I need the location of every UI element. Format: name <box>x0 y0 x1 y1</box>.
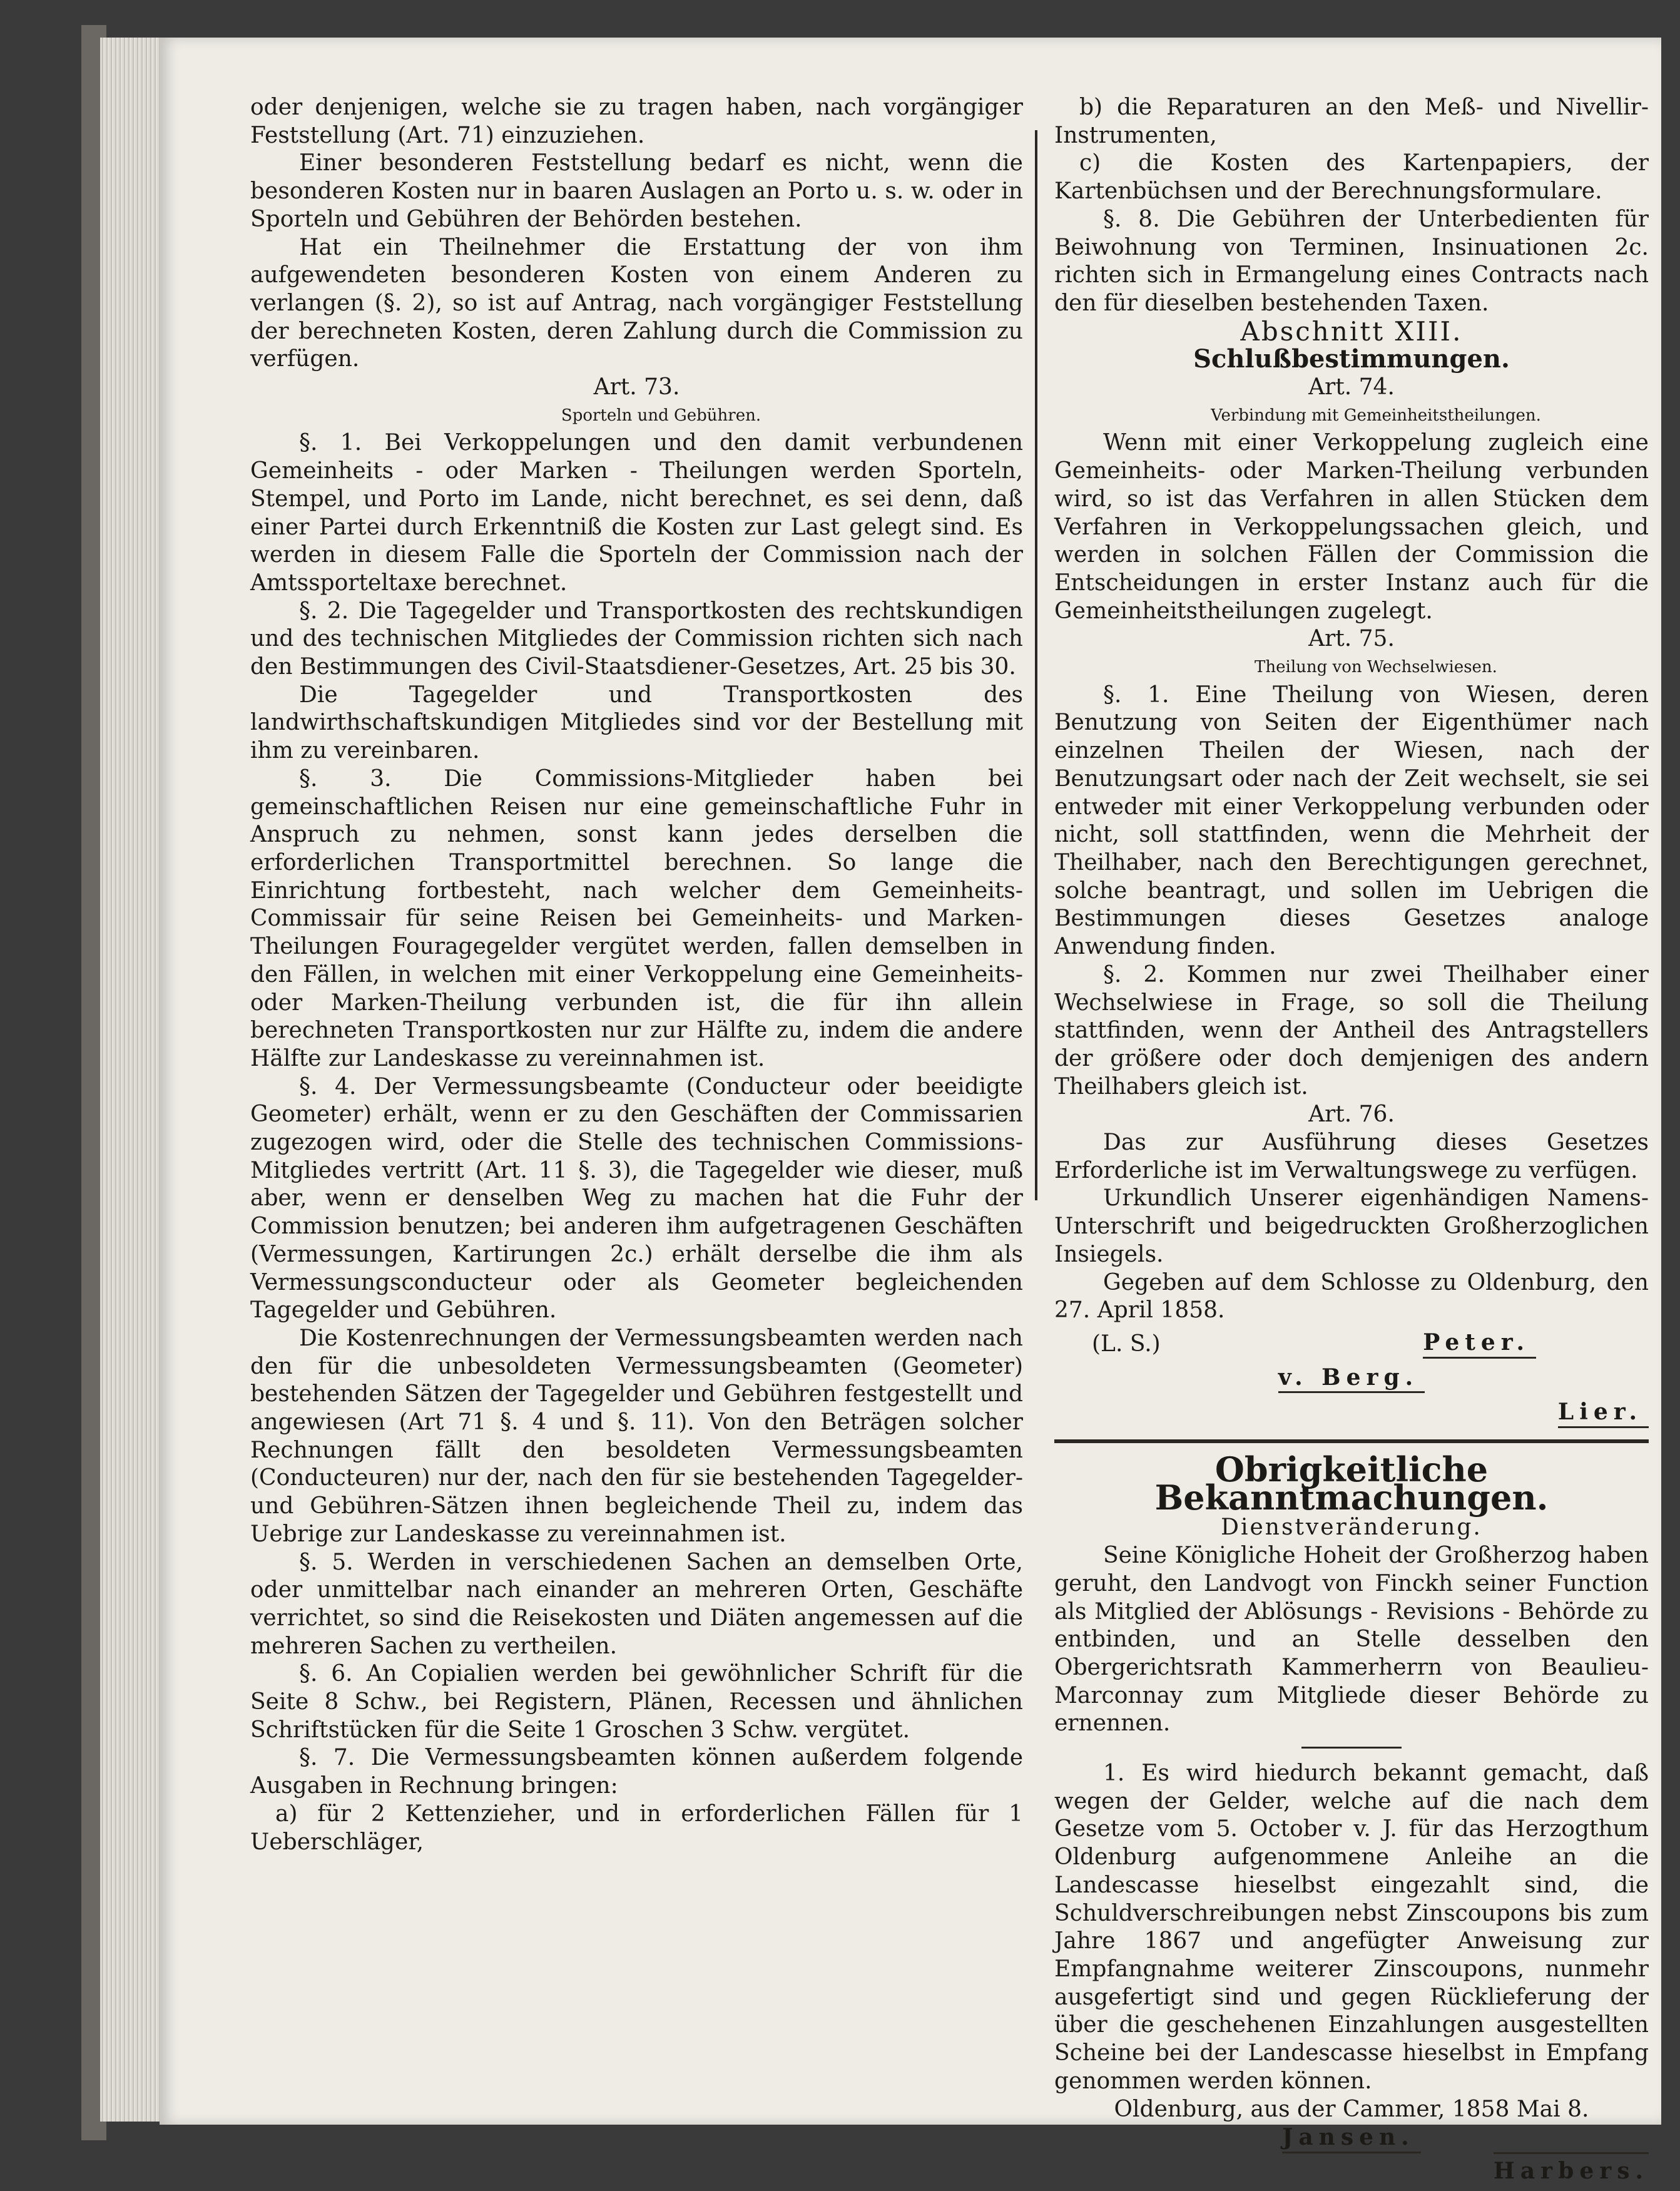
paragraph: §. 8. Die Gebühren der Unterbedienten für Beiwohnung von Terminen, Insinuationen 2c. richten sich in Ermangelung eines Contracts nach den für dieselben bestehenden Taxen. <box>1054 206 1649 316</box>
paragraph: Hat ein Theilnehmer die Erstattung der von ihm aufgewendeten besonderen Kosten von einem Anderen zu verlangen (§. 2), so ist auf Antrag, nach vorgängiger Feststellung der berechneten Kosten, deren Zahlung durch die Commission zu verfügen. <box>250 234 1023 372</box>
signature-berg-row <box>1054 1364 1649 1394</box>
paragraph: §. 1. Eine Theilung von Wiesen, deren Benutzung von Seiten der Eigenthümer nach einzelnen Theilen der Wiesen, nach der Benutzungsart oder nach der Zeit wechselt, sie sei entweder mit einer Verkoppelung verbunden oder nicht, soll stattfinden, wenn die Mehrheit der Theilhaber, nach den Berechtigungen gerechnet, solche beantragt, und sollen im Uebrigen die Bestimmungen dieses Gesetzes analoge Anwendung finden. <box>1054 682 1649 960</box>
signature-jansen-row <box>1054 2123 1649 2153</box>
signature-row <box>1054 1329 1649 1359</box>
paragraph: §. 6. An Copialien werden bei gewöhnlicher Schrift für die Seite 8 Schw., bei Registern, Plänen, Recessen und ähnlichen Schriftstücken für die Seite 1 Groschen 3 Schw. vergütet. <box>250 1661 1023 1743</box>
announcements-title: Obrigkeitliche Bekanntmachungen. <box>1154 1449 1549 1518</box>
section-heading: Abschnitt XIII. <box>1240 315 1463 347</box>
paragraph: 1. Es wird hiedurch bekannt gemacht, daß wegen der Gelder, welche auf die nach dem Gesetze vom 5. October v. J. für das Herzogthum Oldenburg aufgenommene Anleihe an die Landescasse hieselbst eingezahlt sind, die Schuldverschreibungen nebst Zinscoupons bis zum Jahre 1867 und angefügter Anweisung zur Empfangnahme weiterer Zinscoupons, nunmehr ausgefertigt sind und gegen Rücklieferung der über die geschehenen Einzahlungen ausgestellten Scheine bei der Landescasse hieselbst in Empfang genommen werden können. <box>1054 1760 1649 2094</box>
signature-harbers-row <box>1054 2157 1649 2186</box>
announcement-heading: Dienstveränderung. <box>1221 1514 1482 1541</box>
article-heading: Art. 74. <box>1308 374 1395 401</box>
dateline: Oldenburg, aus der Cammer, 1858 Mai 8. <box>1114 2096 1589 2122</box>
paragraph: Urkundlich Unserer eigenhändigen Namens-Unterschrift und beigedruckten Großherzoglichen Insiegels. <box>1054 1185 1649 1267</box>
signature-peter: Peter. <box>1423 1329 1536 1359</box>
paragraph: Seine Königliche Hoheit der Großherzog haben geruht, den Landvogt von Finckh seiner Function als Mitglied der Ablösungs - Revisions - Behörde zu entbinden, und an Stelle desselben den Obergerichtsrath Kammerherrn von Beaulieu-Marconnay zum Mitgliede dieser Behörde zu ernennen. <box>1054 1543 1649 1737</box>
article-subheading: Verbindung mit Gemeinheitstheilungen. <box>1211 406 1541 425</box>
signature-jansen: Jansen. <box>1282 2123 1420 2153</box>
paragraph: Einer besonderen Feststellung bedarf es nicht, wenn die besonderen Kosten nur in baaren Auslagen an Porto u. s. w. oder in Sporteln und Gebühren der Behörden bestehen. <box>250 150 1023 232</box>
article-subheading: Theilung von Wechselwiesen. <box>1255 658 1497 677</box>
list-item: a) für 2 Kettenzieher, und in erforderlichen Fällen für 1 Ueberschläger, <box>250 1800 1023 1855</box>
list-item: b) die Reparaturen an den Meß- und Nivellir-Instrumenten, <box>1054 94 1649 148</box>
right-column <box>1054 94 1649 2186</box>
paragraph: Die Tagegelder und Transportkosten des landwirthschaftskundigen Mitgliedes sind vor der Bestellung mit ihm zu vereinbaren. <box>250 682 1023 764</box>
seal-mark: (L. S.) <box>1092 1330 1161 1357</box>
article-subheading: Sporteln und Gebühren. <box>561 406 761 425</box>
paragraph: §. 1. Bei Verkoppelungen und den damit verbundenen Gemeinheits - oder Marken - Theilungen werden Sporteln, Stempel, und Porto im Lande, nicht berechnet, es sei denn, daß einer Partei durch Erkenntniß die Kosten zur Last gelegt sind. Es werden in diesem Falle die Sporteln der Commission nach der Amtssporteltaxe berechnet. <box>250 430 1023 596</box>
paragraph: §. 2. Kommen nur zwei Theilhaber einer Wechselwiese in Frage, so soll die Theilung stattfinden, wenn der Antheil des Antragstellers der größere oder doch demjenigen des andern Theilhabers gleich ist. <box>1054 961 1649 1100</box>
section-divider <box>1054 1439 1649 1443</box>
article-heading: Art. 76. <box>1308 1101 1395 1128</box>
article-heading: Art. 75. <box>1308 626 1395 652</box>
paragraph: Das zur Ausführung dieses Gesetzes Erforderliche ist im Verwaltungswege zu verfügen. <box>1054 1130 1649 1183</box>
paragraph: §. 5. Werden in verschiedenen Sachen an demselben Orte, oder unmittelbar nach einander an mehreren Orten, Geschäfte verrichtet, so sind die Reisekosten und Diäten angemessen auf die mehreren Sachen zu vertheilen. <box>250 1549 1023 1659</box>
paragraph: §. 4. Der Vermessungsbeamte (Conducteur oder beeidigte Geometer) erhält, wenn er zu den Geschäften der Commissarien zugezogen wird, oder die Stelle des technischen Commissions-Mitgliedes vertritt (Art. 11 §. 3), die Tagegelder wie dieser, muß aber, wenn er denselben Weg zu machen hat die Fuhr der Commission benutzen; bei anderen ihm aufgetragenen Geschäften (Vermessungen, Kartirungen 2c.) erhält derselbe die ihm als Vermessungsconducteur oder als Geometer begleichenden Tagegelder und Gebühren. <box>250 1073 1023 1324</box>
column-divider <box>1035 130 1037 1200</box>
paragraph: §. 2. Die Tagegelder und Transportkosten des rechtskundigen und des technischen Mitgliedes der Commission richten sich nach den Bestimmungen des Civil-Staatsdiener-Gesetzes, Art. 25 bis 30. <box>250 598 1023 680</box>
left-column <box>250 94 1023 1856</box>
signature-harbers: Harbers. <box>1494 2152 1649 2184</box>
paragraph: oder denjenigen, welche sie zu tragen haben, nach vorgängiger Feststellung (Art. 71) einzuziehen. <box>250 94 1023 148</box>
signature-lier-row <box>1054 1398 1649 1428</box>
section-title: Schlußbestimmungen. <box>1193 344 1510 374</box>
short-divider <box>1301 1747 1402 1749</box>
paragraph: §. 3. Die Commissions-Mitglieder haben bei gemeinschaftlichen Reisen nur eine gemeinschaftliche Fuhr in Anspruch zu nehmen, sonst kann jedes derselben die erforderlichen Transportmittel berechnen. So lange die Einrichtung fortbesteht, nach welcher dem Gemeinheits-Commissair für seine Reisen bei Gemeinheits- und Marken-Theilungen Fouragegelder vergütet werden, fallen demselben in den Fällen, in welchen mit einer Verkoppelung eine Gemeinheits- oder Marken-Theilung verbunden ist, die für ihn allein berechneten Transportkosten nur zur Hälfte zu, indem die andere Hälfte zur Landeskasse zu vereinnahmen ist. <box>250 765 1023 1071</box>
paragraph: Wenn mit einer Verkoppelung zugleich eine Gemeinheits- oder Marken-Theilung verbunden wird, so ist das Verfahren in allen Stücken dem Verfahren in Verkoppelungssachen gleich, und werden in solchen Fällen der Commission die Entscheidungen in erster Instanz auch für die Gemeinheitstheilungen zugelegt. <box>1054 430 1649 624</box>
signature-lier: Lier. <box>1558 1398 1649 1428</box>
paragraph: Die Kostenrechnungen der Vermessungsbeamten werden nach den für die unbesoldeten Vermessungsbeamten (Geometer) bestehenden Sätzen der Tagegelder und Gebühren festgestellt und angewiesen (Art 71 §. 4 und §. 11). Von den Beträgen solcher Rechnungen fällt den besoldeten Vermessungsbeamten (Conducteuren) nur der, nach den für sie bestehenden Tagegelder- und Gebühren-Sätzen ihnen begleichende Theil zu, indem das Uebrige zur Landeskasse zu vereinnahmen ist. <box>250 1325 1023 1547</box>
article-heading: Art. 73. <box>593 374 680 401</box>
list-item: c) die Kosten des Kartenpapiers, der Kartenbüchsen und der Berechnungsformulare. <box>1054 150 1649 205</box>
signature-berg: v. Berg. <box>1278 1364 1425 1394</box>
paragraph: §. 7. Die Vermessungsbeamten können außerdem folgende Ausgaben in Rechnung bringen: <box>250 1745 1023 1799</box>
paragraph: Gegeben auf dem Schlosse zu Oldenburg, den 27. April 1858. <box>1054 1269 1649 1324</box>
